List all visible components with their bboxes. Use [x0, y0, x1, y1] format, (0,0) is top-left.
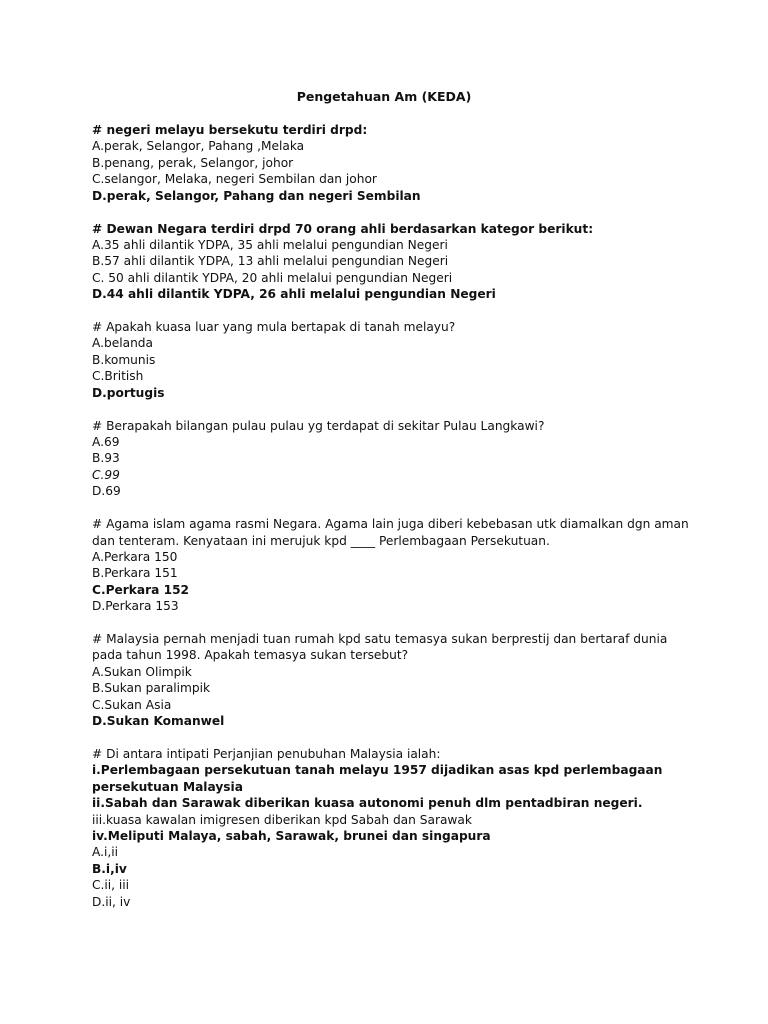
question-block: [92, 631, 692, 729]
answer-line: A.Perkara 150: [92, 549, 178, 564]
answer-line: B.i,iv: [92, 861, 127, 876]
answer-line: iii.kuasa kawalan imigresen diberikan kpd Sabah dan Sarawak: [92, 812, 472, 827]
question-block: [92, 418, 692, 500]
answer-line: D.Sukan Komanwel: [92, 714, 225, 729]
answer-line: A.i,ii: [92, 845, 119, 860]
answer-line: C.Sukan Asia: [92, 697, 172, 712]
answer-line: D.44 ahli dilantik YDPA, 26 ahli melalui pengundian Negeri: [92, 287, 496, 302]
question-block: [92, 122, 692, 204]
question-block: [92, 746, 692, 910]
answer-line: C. 50 ahli dilantik YDPA, 20 ahli melalui pengundian Negeri: [92, 270, 453, 285]
answer-line: C.Perkara 152: [92, 582, 190, 597]
question-block: [92, 516, 692, 614]
question-text: # Apakah kuasa luar yang mula bertapak di tanah melayu?: [92, 320, 456, 335]
answer-line: i.Perlembagaan persekutuan tanah melayu 1957 dijadikan asas kpd perlembagaan persekutuan Malaysia: [92, 763, 663, 794]
answer-line: iv.Meliputi Malaya, sabah, Sarawak, brunei dan singapura: [92, 829, 491, 844]
question-block: [92, 319, 692, 401]
answer-line: B.93: [92, 451, 120, 466]
answer-line: C.ii, iii: [92, 878, 130, 893]
answer-line: D.Perkara 153: [92, 599, 179, 614]
question-block: [92, 221, 692, 303]
answer-line: D.perak, Selangor, Pahang dan negeri Sembilan: [92, 188, 421, 203]
question-text: # Berapakah bilangan pulau pulau yg terdapat di sekitar Pulau Langkawi?: [92, 418, 545, 433]
answer-line: A.perak, Selangor, Pahang ,Melaka: [92, 139, 305, 154]
answer-line: C.99: [92, 467, 120, 482]
answer-line: A.69: [92, 435, 120, 449]
answer-line: C.selangor, Melaka, negeri Sembilan dan johor: [92, 172, 377, 187]
answer-line: D.portugis: [92, 385, 165, 400]
question-text: # Agama islam agama rasmi Negara. Agama lain juga diberi kebebasan utk diamalkan dgn aman dan tenteram. Kenyataan ini merujuk kpd ____ Perlembagaan Persekutuan.: [92, 517, 689, 548]
answer-line: A.belanda: [92, 336, 154, 351]
answer-line: D.ii, iv: [92, 894, 131, 909]
answer-line: B.komunis: [92, 352, 156, 367]
question-text: # Di antara intipati Perjanjian penubuhan Malaysia ialah:: [92, 747, 441, 761]
question-text: # negeri melayu bersekutu terdiri drpd:: [92, 123, 368, 137]
answer-line: C.British: [92, 369, 144, 384]
answer-line: B.penang, perak, Selangor, johor: [92, 155, 294, 170]
question-text: # Dewan Negara terdiri drpd 70 orang ahli berdasarkan kategor berikut:: [92, 221, 594, 236]
document-title: Pengetahuan Am (KEDA): [296, 89, 472, 104]
answer-line: D.69: [92, 484, 121, 499]
answer-line: B.Perkara 151: [92, 566, 178, 581]
answer-line: B.57 ahli dilantik YDPA, 13 ahli melalui pengundian Negeri: [92, 254, 449, 269]
questions-container: [92, 122, 692, 927]
answer-line: B.Sukan paralimpik: [92, 681, 211, 696]
answer-line: A.35 ahli dilantik YDPA, 35 ahli melalui pengundian Negeri: [92, 237, 448, 252]
answer-line: A.Sukan Olimpik: [92, 664, 192, 679]
answer-line: ii.Sabah dan Sarawak diberikan kuasa autonomi penuh dlm pentadbiran negeri.: [92, 796, 643, 811]
question-text: # Malaysia pernah menjadi tuan rumah kpd satu temasya sukan berprestij dan bertaraf dunia pada tahun 1998. Apakah temasya sukan tersebut?: [92, 632, 668, 663]
